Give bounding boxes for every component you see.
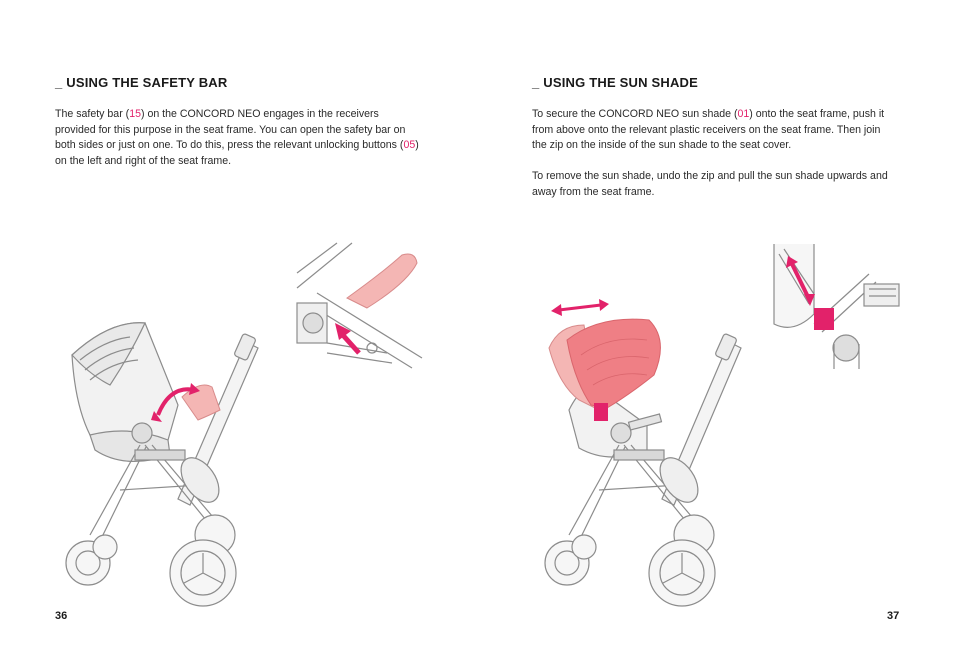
paragraph: To remove the sun shade, undo the zip and pull the sun shade upwards and away from the seat frame. <box>532 170 888 198</box>
sun-shade-heading: _ USING THE SUN SHADE <box>532 75 699 90</box>
reference-number: 01 <box>737 108 750 120</box>
text-part: ) on the left and right of the seat frame. <box>55 139 419 167</box>
safety-bar-detail-illustration <box>297 243 422 368</box>
safety-bar-heading: _ USING THE SAFETY BAR <box>55 75 228 90</box>
right-page <box>477 0 954 661</box>
sun-shade-text <box>532 107 897 201</box>
text-part: To secure the CONCORD NEO sun shade ( <box>532 108 738 120</box>
safety-bar-text <box>55 107 420 169</box>
text-part: ) on the CONCORD NEO engages in the receivers provided for this purpose in the seat frame. You can open the safety bar on both sides or just on one. To do this, press the relevant unlocking buttons ( <box>55 108 406 152</box>
page-number: 37 <box>887 610 900 622</box>
stroller-sun-shade-illustration <box>529 300 744 610</box>
stroller-safety-bar-illustration <box>50 315 250 610</box>
page-number: 36 <box>55 610 68 622</box>
reference-number: 15 <box>129 108 141 120</box>
text-part: The safety bar ( <box>55 108 130 120</box>
reference-number: 05 <box>403 139 416 152</box>
text-part: ) onto the seat frame, push it from above onto the relevant plastic receivers on the seat frame. Then join the zip on the inside of the sun shade to the seat cover. <box>532 108 885 152</box>
sun-shade-detail-illustration <box>774 244 899 369</box>
